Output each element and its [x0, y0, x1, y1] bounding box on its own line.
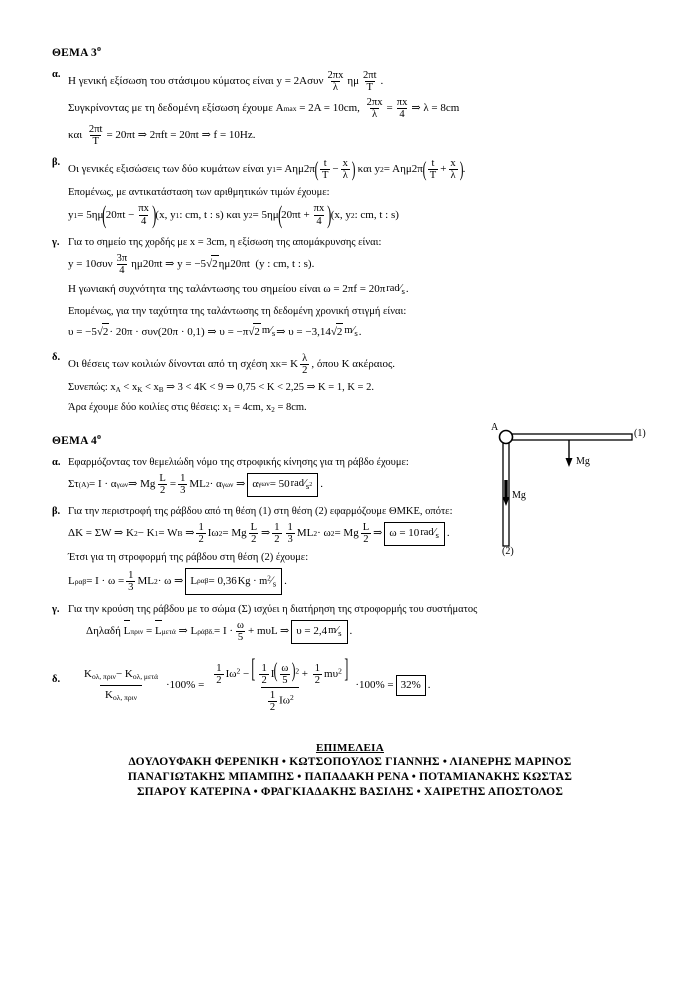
fraction-2pix-lambda-2: $\frac{2\pi x}{\lambda}$ [366, 96, 383, 121]
unit-m-per-s-2: $m⁄_s$ [344, 323, 358, 339]
fraction-x-lambda-2: $\frac{x}{\lambda}$ [450, 158, 456, 182]
vector-L-before: L [124, 623, 131, 640]
theme3-beta-eq2: y 1 = 5ημ ( 20πt − $\frac{\pi x}{4}$ ) (x, y 1 : cm, t : s) και y 2 = 5ημ ( 20πt + $\frac{\pi x}{4}$ ) (x, y 2 : cm, t : s) [68, 200, 399, 229]
footer-title: ΕΠΙΜΕΛΕΙΑ [315, 742, 385, 754]
theme3-heading-sup: ο [96, 44, 102, 53]
fraction-1-2: $\frac{1}{2}$ [198, 522, 204, 546]
theme3-beta-line1-text: Οι γενικές εξισώσεις των δύο κυμάτων είναι [68, 163, 264, 176]
paren-open-2: ( [422, 157, 427, 182]
fraction-t-T: $\frac{t}{T}$ [321, 158, 329, 182]
fraction-omega-5: $\frac{\omega}{5}$ [237, 620, 244, 644]
theme3-gamma-line2: Η γωνιακή συχνότητα της ταλάντωσης του σημείου είναι ω = 2πf = 20π $rad⁄_s$ . [68, 280, 652, 300]
footer-name-line-2: ΠΑΝΑΓΙΩΤΑΚΗΣ ΜΠΑΜΠΗΣ • ΠΑΠΑΔΑΚΗ ΡΕΝΑ • ΠΟΤΑΜΙΑΝΑΚΗΣ ΚΩΣΤΑΣ [127, 771, 573, 783]
paren-open: ( [314, 157, 319, 182]
theme4-heading-text: ΘΕΜΑ 4 [52, 434, 97, 447]
diagram-label-force-1: Mg [576, 456, 590, 467]
pivot-point-A [500, 431, 513, 444]
paren-open-3: ( [102, 200, 107, 229]
paren-open-4: ( [277, 200, 282, 229]
fraction-2pit-T: $\frac{2\pi t}{T}$ [363, 69, 377, 93]
unit-m-per-s: $m⁄_s$ [261, 323, 276, 339]
paren-open-5: ( [273, 657, 278, 682]
fraction-kinetic-energy-expression [207, 652, 352, 713]
theme3-alpha-line2-end: ⇒ λ = 8cm [411, 102, 460, 115]
theme3-alpha-hm: ημ [347, 74, 359, 87]
bracket-close: ] [343, 652, 348, 683]
unit-rad-per-s-b: $rad⁄_s$ [420, 525, 439, 541]
theme4-delta-label: δ. [52, 673, 61, 685]
theme4-alpha-label: α. [52, 456, 61, 468]
theme3-alpha-line3-pre: και [68, 129, 83, 142]
fraction-L-2-b: $\frac{L}{2}$ [250, 522, 258, 546]
y2-symbol: y [374, 163, 381, 176]
unit-kgm2-per-s: $Kg \cdot m^2⁄_s$ [237, 574, 277, 589]
result-box-angular-momentum: L ραβ = 0,36 $Kg \cdot m^2⁄_s$ [185, 568, 282, 595]
theme3-gamma-label: γ. [52, 236, 60, 248]
result-box-omega: ω = 10 $rad⁄_s$ [384, 522, 445, 546]
theme3-gamma-line3: Επομένως, για την ταχύτητα της ταλάντωσης τη δεδομένη χρονική στιγμή είναι: [68, 305, 407, 317]
theme3-delta-label: δ. [52, 352, 61, 364]
paren-close: ) [351, 157, 356, 182]
theme3-delta-line2: Συνεπώς: $x_A < x_K < x_B$ ⇒ 3 < 4Κ < 9 ⇒ 0,75 < Κ < 2,25 ⇒ Κ = 1, Κ = 2. [68, 382, 374, 395]
result-box-velocity: υ = 2,4 $m⁄_s$ [291, 620, 347, 644]
fraction-1-3-c: $\frac{1}{3}$ [128, 569, 134, 593]
theme3-alpha-line2-mid: = 2A = 10cm, [299, 102, 360, 115]
theme4-gamma-label: γ. [52, 603, 60, 615]
footer-name-line-1: ΔΟΥΛΟΥΦΑΚΗ ΦΕΡΕΝΙΚΗ • ΚΩΤΣΟΠΟΥΛΟΣ ΓΙΑΝΝΗΣ • ΛΙΑΝΕΡΗΣ ΜΑΡΙΝΟΣ [128, 756, 572, 768]
fraction-x-lambda: $\frac{x}{\lambda}$ [342, 158, 348, 182]
theme3-alpha-line1-text: Η γενική εξίσωση του στάσιμου κύματος είναι [68, 74, 274, 87]
fraction-1-2-b: $\frac{1}{2}$ [274, 522, 280, 546]
diagram-label-position-2: (2) [502, 546, 514, 557]
paren-close-5: ) [291, 657, 296, 682]
fraction-omega-5-b: $\frac{\omega}{5}$ [281, 662, 289, 686]
force-arrow-mg-horizontal-head [566, 458, 573, 467]
theme4-heading-sup: ο [96, 431, 102, 441]
bracket-open: [ [251, 652, 256, 683]
theme4-beta-label: β. [52, 505, 61, 517]
energy-ratio-numerator: $K_{o\lambda, \pi\rho\iota\nu}- K_{o\lambda, \mu\varepsilon\tau ά}$ [84, 667, 158, 681]
fraction-energy-loss-ratio [79, 666, 163, 707]
fraction-1-3: $\frac{1}{3}$ [180, 473, 186, 497]
theme3-delta-line3: Άρα έχουμε δύο κοιλίες στις θέσεις: $x_1 = 4cm$, $x_2 = 8cm$. [68, 402, 307, 414]
amax-sub: max [283, 104, 297, 114]
theme4-alpha-line1: Εφαρμόζοντας τον θεμελιώδη νόμο της στροφικής κίνησης για τη ράβδο έχουμε: [68, 456, 409, 468]
theme3-beta-line1: Οι γενικές εξισώσεις των δύο κυμάτων είναι y 1 = Aημ2π ( $\frac{t}{T}$ − $\frac{x}{\lambda}$ ) και y 2 = Aημ2π ( $\frac{t}{T}$ + $\frac{x}{\lambda}$ ) . [68, 157, 466, 182]
ke-expression-denominator: $\frac{1}{2}$ $I\omega^2$ [261, 687, 299, 713]
theme3-gamma [52, 235, 652, 347]
theme3-alpha-line3 [68, 124, 652, 147]
theme4-delta-eq: $K_{o\lambda, \pi\rho\iota\nu}- K_{o\lambda, \mu\varepsilon\tau ά}$ $K_{o\lambda, \pi\rho\iota\nu}$ ·100% = $\frac{1}{2}$ $I\omega^2$ − [ $\frac{1}{2}$ I( $\frac{\omega}{5}$ )$^2$ + $\frac{1}{2}$ $m\upsilon^2$ ] $\frac{1}{2}$ $I\omega^2$ ·100% = 32% . [76, 659, 652, 713]
unit-rad-per-s2: $rad⁄_{s^2}$ [290, 476, 313, 491]
fraction-pix-4-c: $\frac{\pi x}{4}$ [313, 203, 325, 227]
fraction-lambda-2: $\frac{\lambda}{2}$ [302, 353, 308, 377]
fraction-2pit-T-2: $\frac{2\pi t}{T}$ [88, 124, 103, 148]
sqrt-icon-2: √2 [97, 323, 110, 341]
theme3-alpha-line3-end: = 20πt ⇒ 2πft = 20πt ⇒ f = 10Hz. [106, 129, 256, 142]
theme3-delta [52, 350, 652, 420]
theme4-gamma-eq: Δηλαδή L πριν = L μετά ⇒ L ράβδ. = Ι · $\frac{\omega}{5}$ + mυL ⇒ υ = 2,4 $m⁄_s$ . [86, 620, 353, 644]
result-box-percentage: 32% [396, 675, 426, 696]
theme4-beta-line1: Για την περιστροφή της ράβδου από τη θέση (1) στη θέση (2) εφαρμόζουμε ΘΜΚΕ, οπότε: [68, 505, 453, 517]
theme4-beta-line2: Έτσι για τη στροφορμή της ράβδου στη θέση (2) έχουμε: [68, 552, 309, 564]
rod-position-1 [507, 434, 632, 440]
sqrt-icon-3: √2 [248, 323, 261, 341]
theme4-gamma-line1: Για την κρούση της ράβδου με το σώμα (Σ) ισχύει η διατήρηση της στροφορμής του συστήματος [68, 603, 478, 615]
sqrt-icon: √2 [206, 255, 219, 273]
theme4-delta [52, 652, 652, 717]
theme3-alpha [52, 67, 652, 151]
vector-L-after: L [155, 623, 162, 640]
y1-symbol: y [266, 163, 273, 176]
fraction-1-2-e: $\frac{1}{2}$ [261, 662, 267, 686]
theme3-alpha-eq-y: y = 2Aσυν [276, 74, 324, 87]
fraction-pix-4-b: $\frac{\pi x}{4}$ [138, 203, 149, 227]
fraction-1-2-g: $\frac{1}{2}$ [269, 689, 276, 713]
fraction-L-2: $\frac{L}{2}$ [159, 473, 166, 497]
paren-close-3: ) [152, 200, 157, 229]
fraction-1-3-b: $\frac{1}{3}$ [287, 522, 293, 546]
document-content [52, 44, 652, 719]
fraction-1-2-f: $\frac{1}{2}$ [314, 662, 321, 686]
diagram-label-position-1: (1) [634, 428, 646, 439]
rod-rotation-diagram [491, 422, 652, 568]
theme3-beta-label: β. [52, 157, 61, 169]
diagram-label-force-2: Mg [512, 490, 526, 501]
theme4-alpha-eq: Στ (Α) = Ι · α γων ⇒ Mg $\frac{L}{2}$ = $\frac{1}{3}$ ML 2 · α γων ⇒ α γων = 50 $rad⁄_{s^2}$ . [68, 473, 323, 497]
theme3-alpha-line1 [68, 70, 652, 93]
theme3-gamma-eq3: υ = −5 √2 · 20π · συν(20π · 0,1) ⇒ υ = −π √2 $m⁄_s$ ⇒ υ = −3,14 √2 $m⁄_s$ . [68, 322, 652, 342]
fraction-2pix-lambda: $\frac{2\pi x}{\lambda}$ [327, 69, 344, 93]
fraction-3pi-4: $\frac{3\pi}{4}$ [116, 252, 128, 276]
theme3-delta-line1: Οι θέσεις των κοιλιών δίνονται από τη σχέση x Κ = Κ $\frac{\lambda}{2}$ , όπου Κ ακέραιος. [68, 353, 396, 377]
theme3-heading-text: ΘΕΜΑ 3 [52, 46, 97, 59]
theme3-beta-line2: Επομένως, με αντικατάσταση των αριθμητικών τιμών έχουμε: [68, 187, 330, 199]
theme4-gamma [52, 602, 652, 648]
theme3-alpha-line2-text: Συγκρίνοντας με τη δεδομένη εξίσωση έχουμε A [68, 102, 284, 115]
theme3-gamma-line1: Για το σημείο της χορδής με x = 3cm, η εξίσωση της απομάκρυνσης είναι: [68, 236, 382, 248]
paren-close-2: ) [459, 157, 464, 182]
theme4-beta-eq2: L ραβ = Ι · ω = $\frac{1}{3}$ ML 2 · ω ⇒ L ραβ = 0,36 $Kg \cdot m^2⁄_s$ . [68, 569, 287, 593]
theme3-gamma-eq1: y = 10συν $\frac{3\pi}{4}$ ημ20πt ⇒ y = −5 √2 ημ20πt (y : cm, t : s). [68, 252, 315, 276]
fraction-1-2-d: $\frac{1}{2}$ [216, 662, 222, 686]
fraction-pix-4: $\frac{\pi x}{4}$ [396, 96, 408, 121]
theme3-alpha-label: α. [52, 68, 61, 80]
theme3-alpha-period: . [380, 74, 384, 87]
footer-credits [0, 742, 700, 800]
unit-rad-per-s: $rad⁄_s$ [386, 281, 405, 296]
fraction-t-T-2: $\frac{t}{T}$ [429, 158, 437, 182]
energy-ratio-denominator: $K_{o\lambda, \pi\rho\iota\nu}$ [100, 685, 142, 706]
fraction-L-2-c: $\frac{L}{2}$ [362, 522, 370, 546]
equals-sign: = [386, 102, 393, 115]
result-box-angular-acceleration: α γων = 50 $rad⁄_{s^2}$ [247, 473, 318, 497]
paren-close-4: ) [327, 200, 332, 229]
theme4-beta-eq1: ΔΚ = ΣW ⇒ Κ 2 − Κ 1 = W B ⇒ $\frac{1}{2}$ Iω 2 = Mg $\frac{L}{2}$ ⇒ $\frac{1}{2}$ $\frac{1}{3}$ ML 2 · ω 2 = Mg $\frac{L}{2}$ ⇒ ω = 10 $rad⁄_s$ . [68, 522, 450, 546]
ke-expression-numerator: $\frac{1}{2}$ $I\omega^2$ − [ $\frac{1}{2}$ I( $\frac{\omega}{5}$ )$^2$ + $\frac{1}{2}$ $m\upsilon^2$ ] [216, 652, 348, 686]
footer-name-line-3: ΣΠΑΡΟΥ ΚΑΤΕΡΙΝΑ • ΦΡΑΓΚΙΑΔΑΚΗΣ ΒΑΣΙΛΗΣ • ΧΑΙΡΕΤΗΣ ΑΠΟΣΤΟΛΟΣ [136, 786, 564, 798]
unit-m-per-s-c: $m⁄_s$ [328, 623, 342, 638]
theme3-alpha-line2 [68, 97, 652, 120]
theme3-beta [52, 155, 652, 230]
theme3-heading [52, 44, 652, 59]
sqrt-icon-4: √2 [331, 323, 344, 341]
diagram-label-pivot: A [491, 422, 499, 433]
